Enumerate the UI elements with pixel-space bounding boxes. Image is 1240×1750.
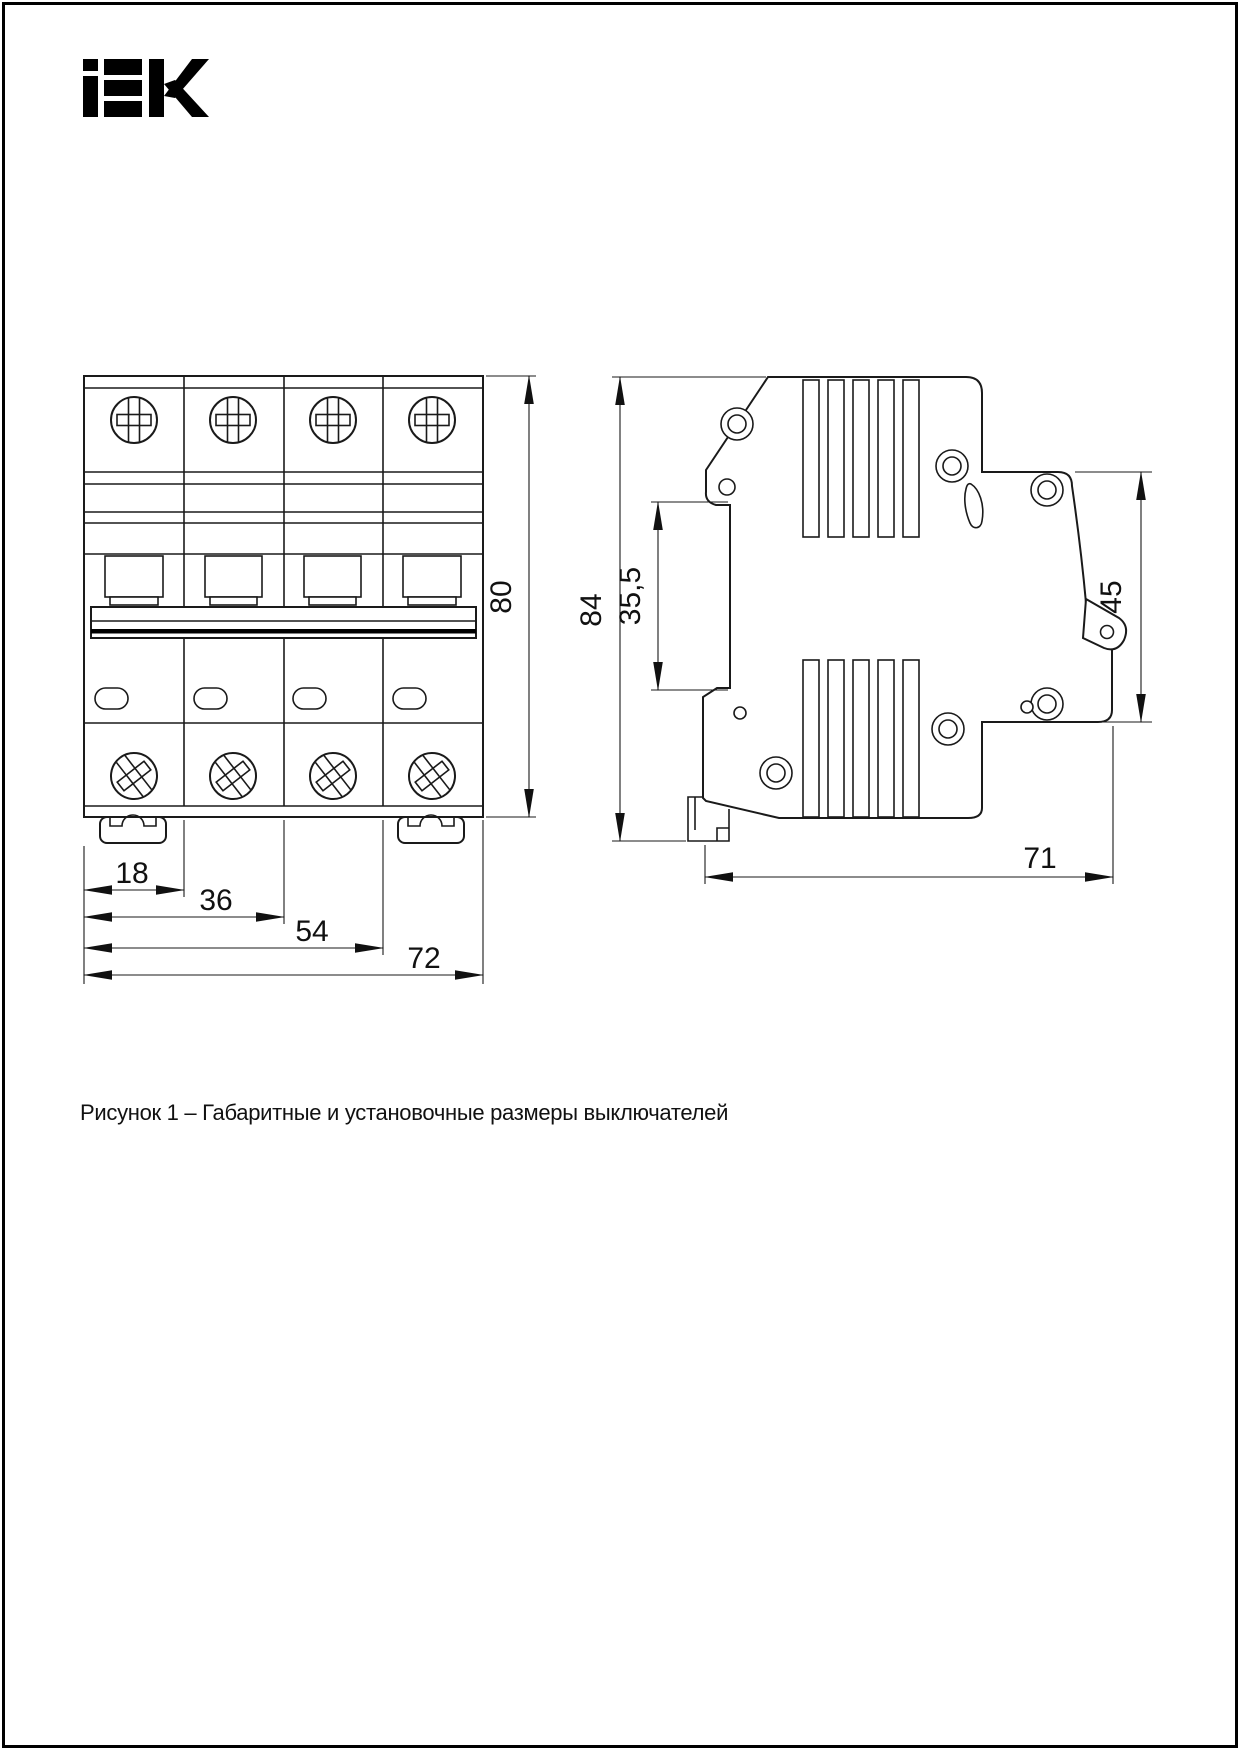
din-rail-dimension [614,502,728,690]
dim-label-18: 18 [115,857,149,890]
dim-label-45: 45 [1095,580,1128,614]
front-width-dimensions [84,820,483,984]
dim-label-71: 71 [1023,842,1057,875]
side-view [575,377,1152,884]
dim-label-36: 36 [199,884,233,917]
front-height-dimension [485,376,536,817]
dim-label-80: 80 [485,580,518,614]
handle-tie-bar [91,607,476,638]
figure-caption: Рисунок 1 – Габаритные и установочные размеры выключателей [80,1100,729,1125]
dim-label-84: 84 [575,593,608,627]
din-rail-clips [100,815,464,843]
dim-label-35-5: 35,5 [614,566,647,626]
front-view [84,376,536,984]
iek-logo [83,59,209,117]
dim-label-54: 54 [295,915,329,948]
dim-label-72: 72 [407,942,441,975]
